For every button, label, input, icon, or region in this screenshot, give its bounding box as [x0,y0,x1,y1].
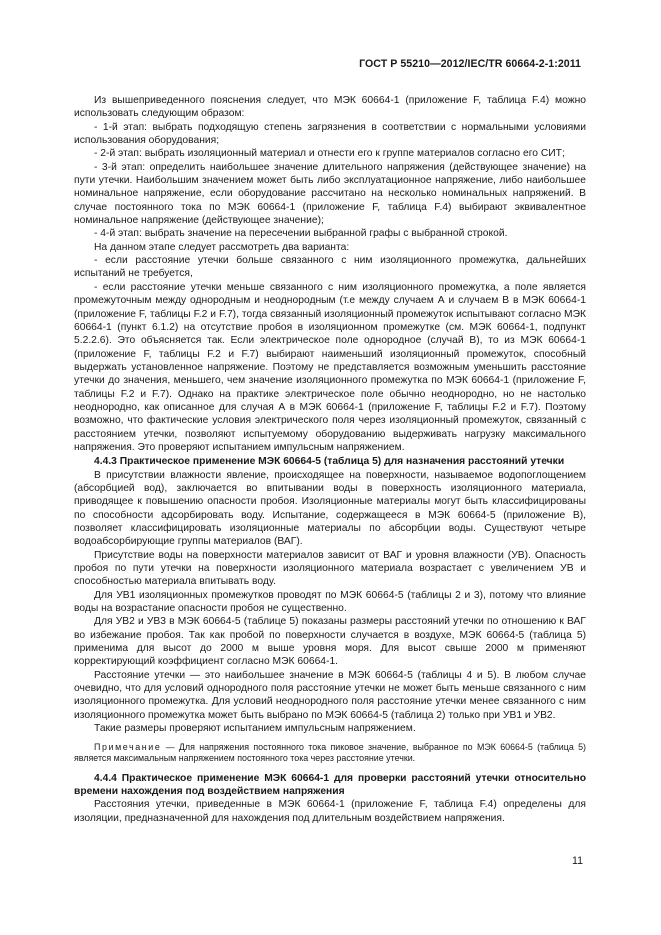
body-paragraph: Расстояние утечки — это наибольшее значение в МЭК 60664-5 (таблицы 4 и 5). В любом случае очевидно, что для условий однородного поля расстояние утечки не может быть меньше связанного с ним изоляционного промежутка. Для условий неоднородного поля расстояние утечки менее связанного с ним изоляционного промежутка может быть выбрано по МЭК 60664-5 (таблица 2) только при УВ1 и УВ2. [74,669,586,721]
body-paragraph: - 4-й этап: выбрать значение на пересечении выбранной графы с выбранной строкой. [94,228,508,240]
page-number: 11 [572,855,583,867]
note-text: — Для напряжения постоянного тока пиковое значение, выбранное по МЭК 60664-5 (таблица 5) является максимальным напряжением постоянного тока через расстояние утечки. [74,741,586,764]
body-paragraph: - если расстояние утечки меньше связанного с ним изоляционного промежутка, а поле является промежуточным между однородным и неоднородным (т.е между случаем А и случаем В в МЭК 60664-1 (приложение F, таблицы F.2 и F.7), тогда связанный изоляционный промежуток испытывают согласно МЭК 60664-1 (пункт 6.1.2) на отсутствие пробоя в изоляционном промежутке (см. МЭК 60664-1, подпункт 5.2.2.6). Это объясняется так. Если электрическое поле однородное (случай В), то из МЭК 60664-1 (приложение F, таблицы F.2 и F.7) выбирают наименьший изоляционный промежуток, способный выдержать установленное напряжение. Поэтому не представляется возможным уменьшить расстояние утечки до значения, меньшего, чем значение изоляционного промежутка по МЭК 60664-1 (приложение F, таблицы F.2 и F.7). Однако на практике электрическое поле обычно неоднородно, но не настолько неоднородно, как описанное для случая А в МЭК 60664-1 (приложение F, таблицы F.2 и F.7). Поэтому возможно, что фактические условия электрического поля через изоляционный промежуток, связанный с расстоянием утечки, позволяют испытуемому оборудованию выдерживать нагрузку максимального напряжения. Это проверяют испытанием импульсным напряжением. [74,281,586,453]
body-paragraph: Такие размеры проверяют испытанием импульсным напряжением. [94,723,416,735]
note-paragraph [74,742,586,765]
body-paragraph: На данном этапе следует рассмотреть два варианта: [94,241,350,253]
section-heading: 4.4.3 Практическое применение МЭК 60664-5 (таблица 5) для назначения расстояний утечки [94,456,565,468]
document-body [74,94,586,825]
body-paragraph: В присутствии влажности явление, происходящее на поверхности, называемое водопоглощением (абсорбцией вод), заключается во впитывании воды в поверхность изоляционного материала, приводящее к повышению опасности пробоя. Изоляционные материалы могут быть классифицированы по способности адсорбировать воду. Испытание, содержащееся в МЭК 60664-5 (приложение В), позволяет классифицировать изоляционные материалы по абсорбции воды. Существуют четыре водоабсорбирующие группы материалов (ВАГ). [74,469,586,548]
note-label: Примечание [94,741,162,752]
document-code-header: ГОСТ Р 55210—2012/IEC/TR 60664-2-1:2011 [359,58,581,70]
body-paragraph: - если расстояние утечки больше связанного с ним изоляционного промежутка, дальнейших испытаний не требуется, [74,255,586,280]
body-paragraph: - 3-й этап: определить наибольшее значение длительного напряжения (действующее значение) на пути утечки. Наибольшим значением может быть либо эксплуатационное напряжение, либо наибольшее номинальное напряжение, если оборудование рассчитано на несколько номинальных напряжений. В случае постоянного тока по МЭК 60664-1 (приложение F, таблица F.4) выбирают эквивалентное номинальное напряжение (действующее значение); [74,161,586,227]
section-heading: 4.4.4 Практическое применение МЭК 60664-1 для проверки расстояний утечки относительно времени нахождения под воздействием напряжения [74,772,586,798]
body-paragraph: - 1-й этап: выбрать подходящую степень загрязнения в соответствии с нормальными условиями использования оборудования; [74,121,586,147]
body-paragraph: Присутствие воды на поверхности материалов зависит от ВАГ и уровня влажности (УВ). Опасность пробоя по пути утечки на поверхности изоляционного материала возрастает с увеличением УВ и способностью материала впитывать воду. [74,549,586,588]
body-paragraph: Для УВ2 и УВ3 в МЭК 60664-5 (таблице 5) показаны размеры расстояний утечки по отношению к ВАГ во избежание пробоя. Так как пробой по поверхности случается в воздухе, МЭК 60664-5 (таблица 5) применима для высот до 2000 м выше уровня моря. Для высот свыше 2000 м применяют корректирующий коэффициент согласно МЭК 60664-1. [74,616,586,668]
body-paragraph: Для УВ1 изоляционных промежутков проводят по МЭК 60664-5 (таблицы 2 и 3), потому что влияние воды на возрастание опасности пробоя не существенно. [74,589,586,615]
body-paragraph: - 2-й этап: выбрать изоляционный материал и отнести его к группе материалов согласно его СИТ; [94,148,565,160]
body-paragraph: Из вышеприведенного пояснения следует, что МЭК 60664-1 (приложение F, таблица F.4) можно использовать следующим образом: [74,95,586,120]
body-paragraph: Расстояния утечки, приведенные в МЭК 60664-1 (приложение F, таблица F.4) определены для изоляции, предназначенной для нахождения под длительным воздействием напряжения. [74,799,586,824]
